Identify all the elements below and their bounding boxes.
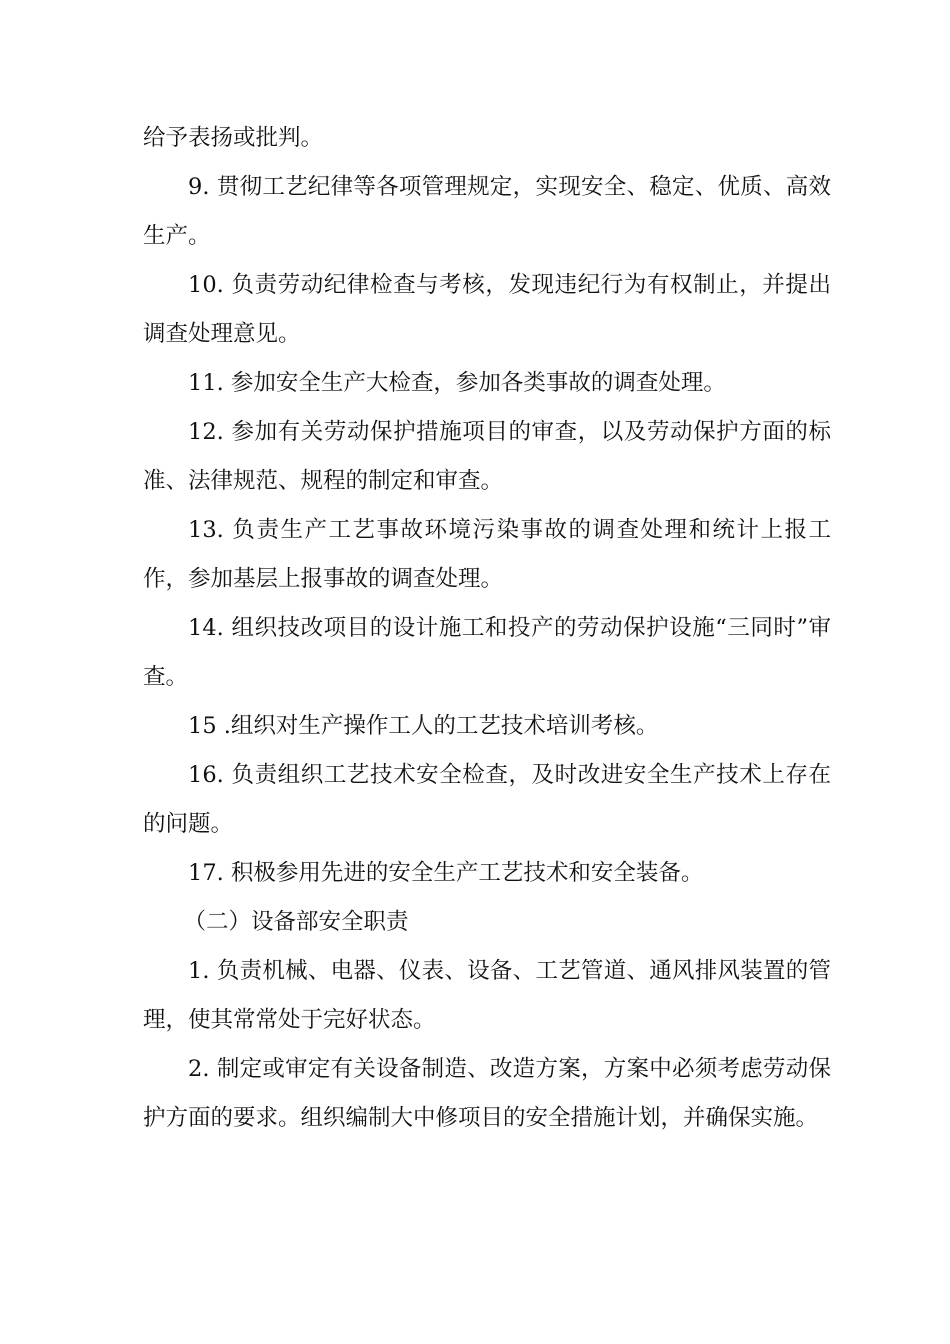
paragraph-1: 9. 贯彻工艺纪律等各项管理规定，实现安全、稳定、优质、高效生产。: [143, 174, 831, 249]
document-body: [143, 114, 831, 1143]
paragraph-7: 15 .组织对生产操作工人的工艺技术培训考核。: [188, 713, 659, 739]
paragraph-6: 14. 组织技改项目的设计施工和投产的劳动保护设施“三同时”审查。: [143, 615, 831, 690]
paragraph-4: 12. 参加有关劳动保护措施项目的审查，以及劳动保护方面的标准、法律规范、规程的制定和审查。: [143, 419, 831, 494]
paragraph-11: 1. 负责机械、电器、仪表、设备、工艺管道、通风排风装置的管理，使其常常处于完好状态。: [143, 958, 831, 1033]
paragraph-2: 10. 负责劳动纪律检查与考核，发现违纪行为有权制止，并提出调查处理意见。: [143, 272, 831, 347]
paragraph-5: 13. 负责生产工艺事故环境污染事故的调查处理和统计上报工作，参加基层上报事故的调查处理。: [143, 517, 831, 592]
paragraph-9: 17. 积极参用先进的安全生产工艺技术和安全装备。: [188, 860, 704, 886]
paragraph-8: 16. 负责组织工艺技术安全检查，及时改进安全生产技术上存在的问题。: [143, 762, 831, 837]
section-heading: （二）设备部安全职责: [183, 909, 409, 935]
paragraph-0: 给予表扬或批判。: [143, 125, 324, 151]
paragraph-3: 11. 参加安全生产大检查，参加各类事故的调查处理。: [188, 370, 726, 396]
paragraph-12: 2. 制定或审定有关设备制造、改造方案，方案中必须考虑劳动保护方面的要求。组织编制大中修项目的安全措施计划，并确保实施。: [143, 1056, 831, 1131]
